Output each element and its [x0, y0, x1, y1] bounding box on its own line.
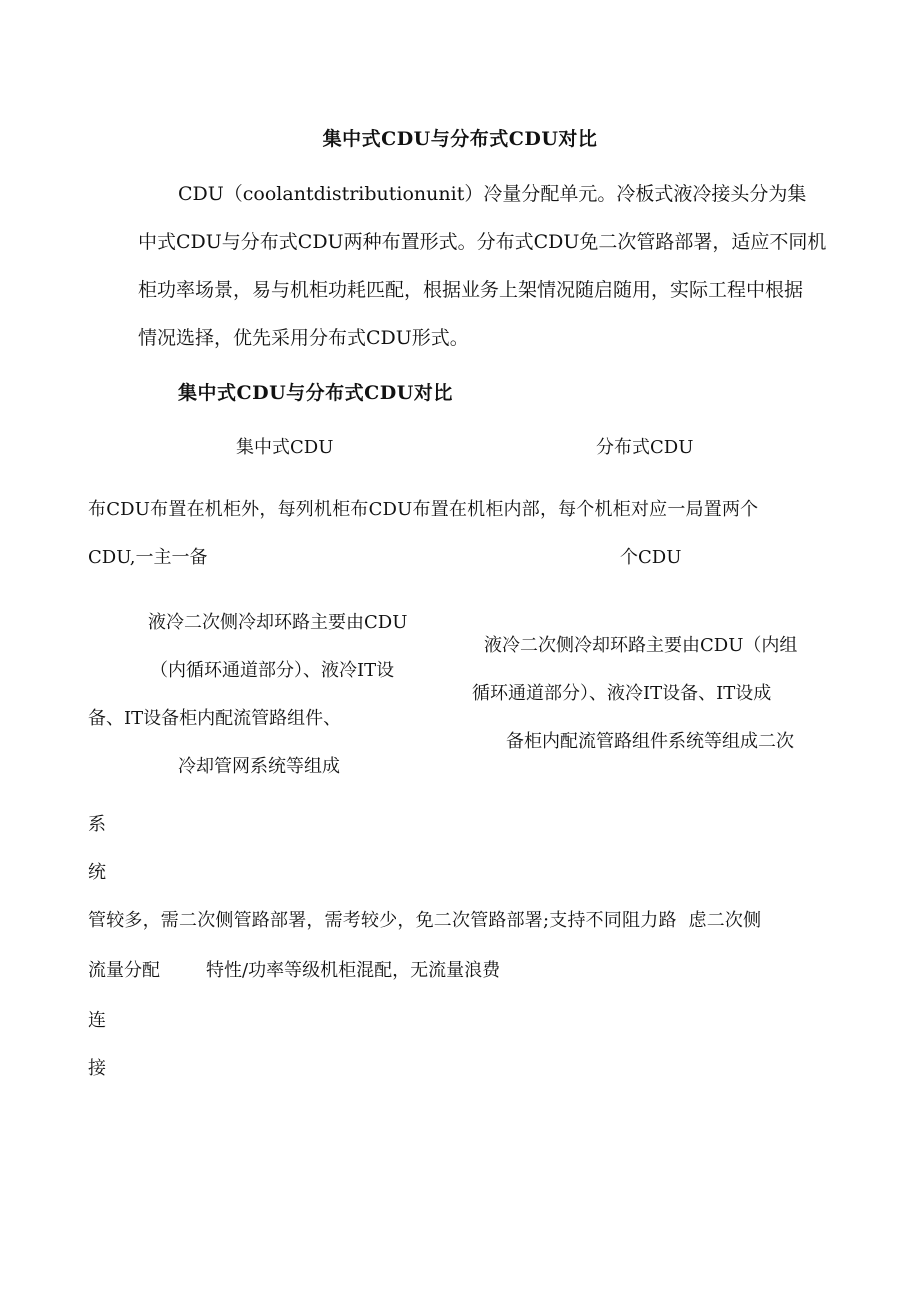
system-distributed-line: 液冷二次侧冷却环路主要由CDU（内组 — [484, 635, 798, 656]
layout-row-line1: 布CDU布置在机柜外，每列机柜布CDU布置在机柜内部，每个机柜对应一局置两个 — [88, 499, 759, 520]
section-title: 集中式CDU与分布式CDU对比 — [178, 382, 453, 404]
header-distributed-cdu: 分布式CDU — [596, 437, 694, 458]
intro-line: 柜功率场景，易与机柜功耗匹配，根据业务上架情况随启随用，实际工程中根据 — [138, 279, 804, 301]
layout-row-distributed: 个CDU — [620, 547, 682, 568]
connection-label-char: 连 — [88, 1010, 106, 1031]
system-central-line: 冷却管网系统等组成 — [178, 756, 340, 777]
connection-row-central: 流量分配 — [88, 960, 160, 981]
intro-line: 情况选择，优先采用分布式CDU形式。 — [138, 327, 469, 349]
system-central-line: 备、IT设备柜内配流管路组件、 — [88, 708, 342, 729]
system-label-char: 系 — [88, 814, 106, 835]
system-central-line: 液冷二次侧冷却环路主要由CDU — [148, 612, 408, 633]
layout-row-central: CDU,一主一备 — [88, 547, 208, 568]
connection-row-distributed: 特性/功率等级机柜混配，无流量浪费 — [206, 960, 501, 981]
system-distributed-line: 备柜内配流管路组件系统等组成二次 — [506, 731, 794, 752]
connection-label-char: 接 — [88, 1058, 106, 1079]
document-title: 集中式CDU与分布式CDU对比 — [322, 128, 598, 150]
system-label-char: 统 — [88, 862, 106, 883]
connection-row-line1: 管较多，需二次侧管路部署，需考较少，免二次管路部署;支持不同阻力路 虑二次侧 — [88, 910, 762, 931]
system-central-line: （内循环通道部分）、液冷IT设 — [150, 660, 395, 681]
intro-paragraph — [138, 170, 843, 362]
system-distributed-line: 循环通道部分）、液冷IT设备、IT设成 — [472, 683, 772, 704]
header-central-cdu: 集中式CDU — [236, 437, 334, 458]
intro-line: CDU（coolantdistributionunit）冷量分配单元。冷板式液冷接头分为集 — [178, 183, 807, 205]
intro-line: 中式CDU与分布式CDU两种布置形式。分布式CDU免二次管路部署，适应不同机 — [138, 231, 827, 253]
